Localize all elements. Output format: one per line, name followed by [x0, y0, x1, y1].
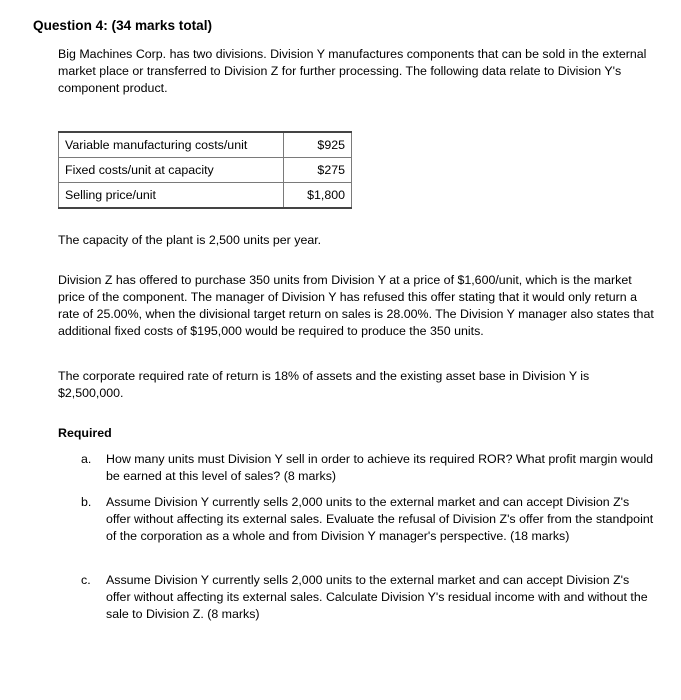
item-letter: a. [81, 452, 92, 466]
intro-paragraph: Big Machines Corp. has two divisions. Division Y manufactures components that can be sold in the external market place or transferred to Division Z for further processing. The following data relate to Division Y's component product. [58, 47, 647, 95]
row-label: Variable manufacturing costs/unit [59, 132, 284, 158]
table-row [59, 183, 352, 209]
item-text: Assume Division Y currently sells 2,000 units to the external market and can accept Division Z's offer without affecting its external sales. Evaluate the refusal of Division Z's offer from the standpoint of the corporation as a whole and from Division Y manager's perspective. (18 marks) [106, 495, 654, 543]
item-text: How many units must Division Y sell in order to achieve its required ROR? What profit margin would be earned at this level of sales? (8 marks) [106, 452, 654, 483]
item-letter: b. [81, 495, 92, 509]
required-heading: Required [58, 426, 112, 440]
capacity-paragraph: The capacity of the plant is 2,500 units per year. [58, 233, 322, 247]
cost-data-table [58, 131, 352, 209]
item-text: Assume Division Y currently sells 2,000 units to the external market and can accept Division Z's offer without affecting its external sales. Calculate Division Y's residual income with and without the sale to Division Z. (8 marks) [106, 573, 648, 621]
row-value: $925 [284, 132, 352, 158]
row-label: Selling price/unit [59, 183, 284, 209]
item-letter: c. [81, 573, 91, 587]
row-label: Fixed costs/unit at capacity [59, 158, 284, 183]
row-value: $275 [284, 158, 352, 183]
row-value: $1,800 [284, 183, 352, 209]
table-row [59, 158, 352, 183]
offer-paragraph: Division Z has offered to purchase 350 units from Division Y at a price of $1,600/unit, which is the market price of the component. The manager of Division Y has refused this offer stating that it would only return a rate of 25.00%, when the divisional target return on sales is 28.00%. The Division Y manager also states that additional fixed costs of $195,000 would be required to produce the 350 units. [58, 273, 654, 338]
question-title: Question 4: (34 marks total) [33, 18, 213, 33]
table-row [59, 132, 352, 158]
corporate-return-paragraph: The corporate required rate of return is 18% of assets and the existing asset base in Division Y is $2,500,000. [58, 369, 590, 400]
